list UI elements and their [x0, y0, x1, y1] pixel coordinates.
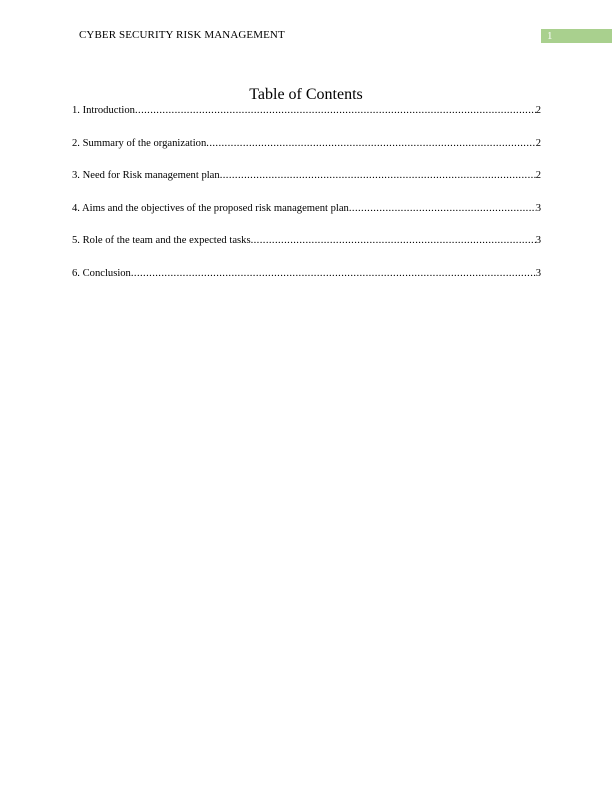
toc-entry-text: 1. Introduction: [72, 105, 135, 116]
toc-entry-page: 2: [535, 137, 541, 149]
toc-entry-text: 5. Role of the team and the expected tasks: [72, 235, 251, 247]
toc-dot-leader: [206, 137, 535, 150]
toc-dot-leader: [131, 267, 536, 280]
toc-entry-text: 4. Aims and the objectives of the proposed risk management plan: [72, 202, 349, 214]
toc-entry-aims-and-objectives[interactable]: [72, 202, 541, 215]
toc-dot-leader: [251, 234, 536, 247]
running-header-title: CYBER SECURITY RISK MANAGEMENT: [79, 29, 285, 41]
toc-entry-page: 2: [535, 105, 541, 116]
toc-entry-page: 2: [535, 170, 541, 182]
toc-dot-leader: [220, 169, 536, 182]
toc-entry-summary-of-organization[interactable]: [72, 137, 541, 150]
toc-entry-text: 2. Summary of the organization: [72, 137, 207, 149]
page-number: 1: [547, 30, 553, 42]
toc-entry-page: 3: [535, 235, 541, 247]
toc-entry-need-for-risk-plan[interactable]: [72, 169, 541, 182]
toc-entry-text: 6. Conclusion: [72, 267, 131, 279]
toc-dot-leader: [135, 104, 536, 117]
toc-heading: Table of Contents: [249, 86, 363, 103]
toc-dot-leader: [349, 202, 536, 215]
toc-entry-conclusion[interactable]: [72, 267, 541, 280]
page-number-box: [541, 29, 612, 43]
toc-entry-role-of-team[interactable]: [72, 234, 541, 247]
toc-entry-text: 3. Need for Risk management plan: [72, 170, 220, 182]
toc-entry-page: 3: [535, 267, 541, 279]
toc-entry-introduction[interactable]: [72, 104, 541, 117]
toc-list: [72, 104, 541, 300]
toc-entry-page: 3: [535, 202, 541, 214]
